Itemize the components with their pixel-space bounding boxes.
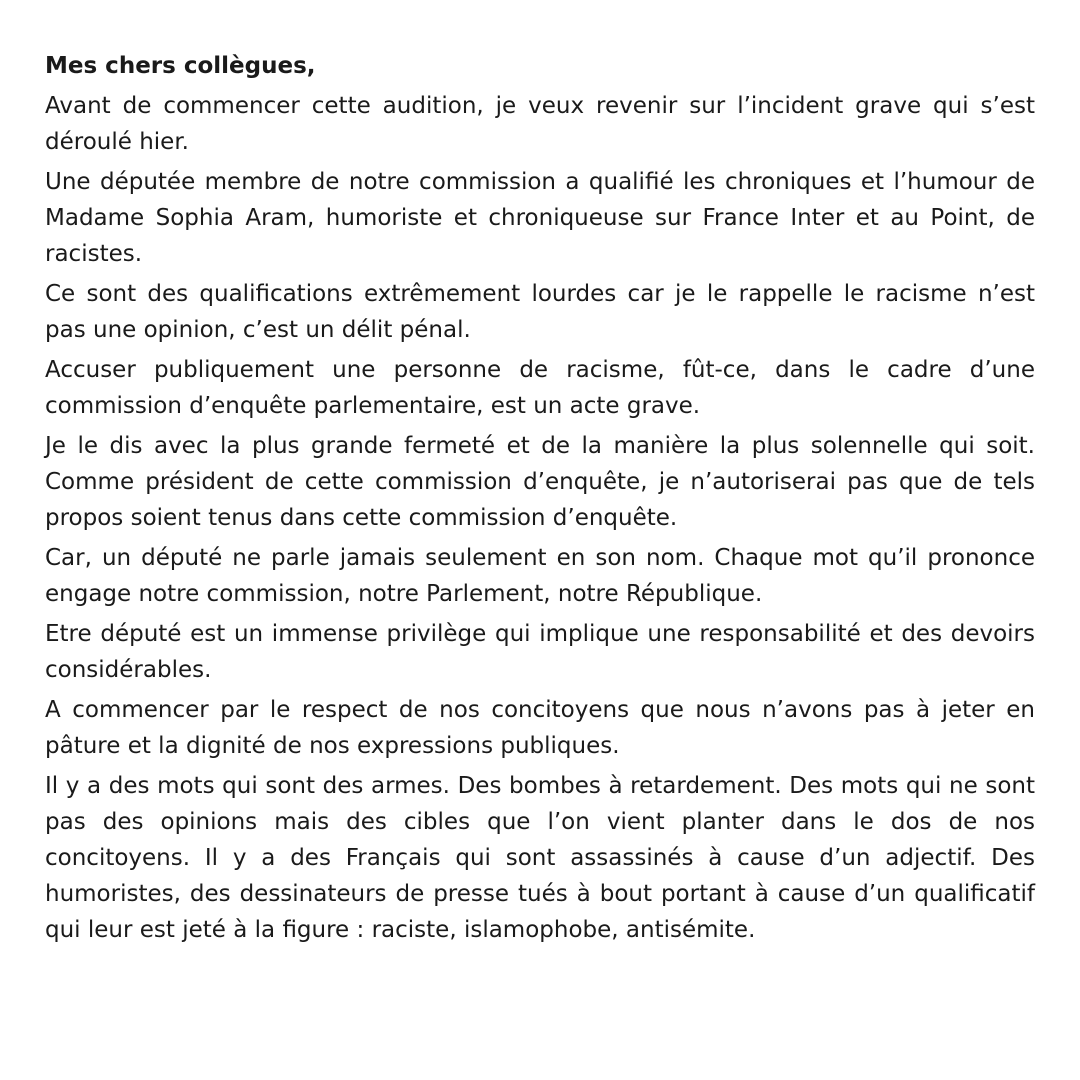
paragraph-privilege: Etre député est un immense privilège qui implique une responsabilité et des devoirs considérables. (45, 621, 1035, 683)
salutation: Mes chers collègues, (45, 53, 316, 79)
paragraph-accusation: Une députée membre de notre commission a qualifié les chroniques et l’humour de Madame Sophia Aram, humoriste et chroniqueuse sur France Inter et au Point, de racistes. (45, 169, 1035, 267)
paragraph-incident: Avant de commencer cette audition, je veux revenir sur l’incident grave qui s’est déroulé hier. (45, 93, 1035, 155)
paragraph-deputy-words: Car, un député ne parle jamais seulement en son nom. Chaque mot qu’il prononce engage notre commission, notre Parlement, notre République. (45, 545, 1035, 607)
letter-page (45, 48, 1035, 952)
paragraph-public-accusation: Accuser publiquement une personne de racisme, fût-ce, dans le cadre d’une commission d’enquête parlementaire, est un acte grave. (45, 357, 1035, 419)
paragraph-respect: A commencer par le respect de nos concitoyens que nous n’avons pas à jeter en pâture et la dignité de nos expressions publiques. (45, 697, 1035, 759)
paragraph-qualifications: Ce sont des qualifications extrêmement lourdes car je le rappelle le racisme n’est pas une opinion, c’est un délit pénal. (45, 281, 1035, 343)
paragraph-firmness: Je le dis avec la plus grande fermeté et de la manière la plus solennelle qui soit. Comme président de cette commission d’enquête, je n’autoriserai pas que de tels propos soient tenus dans cette commission d’enquête. (45, 433, 1035, 531)
paragraph-words-as-weapons: Il y a des mots qui sont des armes. Des bombes à retardement. Des mots qui ne sont pas des opinions mais des cibles que l’on vient planter dans le dos de nos concitoyens. Il y a des Français qui sont assassinés à cause d’un adjectif. Des humoristes, des dessinateurs de presse tués à bout portant à cause d’un qualificatif qui leur est jeté à la figure : raciste, islamophobe, antisémite. (45, 773, 1035, 943)
